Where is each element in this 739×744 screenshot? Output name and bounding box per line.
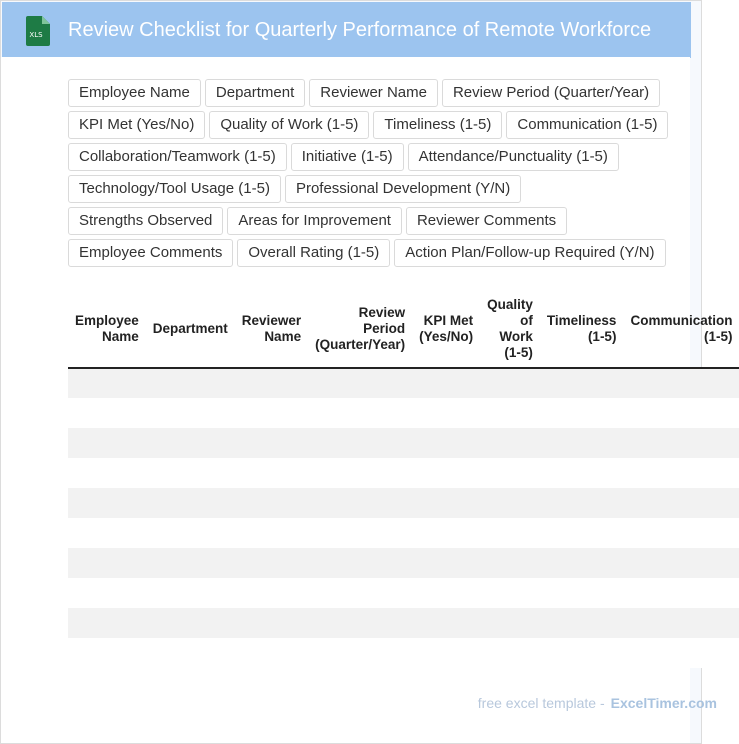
table-cell[interactable] — [68, 458, 146, 488]
column-header[interactable]: Communication (1-5) — [623, 290, 739, 368]
footer — [478, 695, 717, 711]
column-chip[interactable]: Review Period (Quarter/Year) — [442, 79, 660, 107]
table-row — [68, 398, 739, 428]
excel-icon-label: XLS — [29, 31, 43, 39]
column-chip[interactable]: Communication (1-5) — [506, 111, 668, 139]
table-cell[interactable] — [146, 368, 235, 398]
table-cell[interactable] — [412, 608, 480, 638]
table-cell[interactable] — [412, 488, 480, 518]
table-cell[interactable] — [308, 638, 412, 668]
table-cell[interactable] — [308, 368, 412, 398]
table-cell[interactable] — [540, 488, 624, 518]
table-cell[interactable] — [308, 518, 412, 548]
table-cell[interactable] — [68, 578, 146, 608]
table-cell[interactable] — [540, 578, 624, 608]
column-header[interactable]: Reviewer Name — [235, 290, 308, 368]
table-cell[interactable] — [480, 518, 540, 548]
table-cell[interactable] — [540, 398, 624, 428]
table-cell[interactable] — [623, 518, 739, 548]
table-row — [68, 578, 739, 608]
table-cell[interactable] — [68, 638, 146, 668]
column-header[interactable]: Timeliness (1-5) — [540, 290, 624, 368]
table-row — [68, 428, 739, 458]
table-cell[interactable] — [623, 608, 739, 638]
table-row — [68, 458, 739, 488]
table-cell[interactable] — [412, 458, 480, 488]
table-cell[interactable] — [540, 368, 624, 398]
table-row — [68, 368, 739, 398]
table-row — [68, 518, 739, 548]
table-cell[interactable] — [480, 398, 540, 428]
table-cell[interactable] — [308, 488, 412, 518]
table-cell[interactable] — [412, 548, 480, 578]
column-chip-list — [68, 79, 680, 267]
table-cell[interactable] — [235, 518, 308, 548]
column-chip[interactable]: Technology/Tool Usage (1-5) — [68, 175, 281, 203]
column-chip[interactable]: Timeliness (1-5) — [373, 111, 502, 139]
column-chip[interactable]: Strengths Observed — [68, 207, 223, 235]
footer-prefix: free excel template - — [477, 695, 605, 711]
table-cell[interactable] — [146, 458, 235, 488]
table-cell[interactable] — [623, 428, 739, 458]
table-cell[interactable] — [540, 608, 624, 638]
table-cell[interactable] — [540, 428, 624, 458]
table-cell[interactable] — [146, 638, 235, 668]
table-cell[interactable] — [623, 488, 739, 518]
table-row — [68, 638, 739, 668]
column-chip[interactable]: Reviewer Comments — [406, 207, 567, 235]
table-cell[interactable] — [623, 548, 739, 578]
column-chip[interactable]: Employee Name — [68, 79, 201, 107]
table-cell[interactable] — [235, 428, 308, 458]
checklist-table-container[interactable] — [68, 290, 733, 668]
column-chip[interactable]: Action Plan/Follow-up Required (Y/N) — [394, 239, 665, 267]
table-cell[interactable] — [412, 398, 480, 428]
table-cell[interactable] — [235, 458, 308, 488]
page-title: Review Checklist for Quarterly Performance of Remote Workforce — [68, 19, 652, 41]
table-cell[interactable] — [480, 488, 540, 518]
table-cell[interactable] — [540, 638, 624, 668]
column-chip[interactable]: Quality of Work (1-5) — [209, 111, 369, 139]
table-cell[interactable] — [146, 428, 235, 458]
table-cell[interactable] — [308, 458, 412, 488]
table-header-row — [68, 290, 739, 368]
column-chip[interactable]: Overall Rating (1-5) — [237, 239, 390, 267]
table-cell[interactable] — [412, 578, 480, 608]
header-bar — [2, 2, 691, 58]
table-cell[interactable] — [480, 368, 540, 398]
table-cell[interactable] — [68, 608, 146, 638]
table-row — [68, 488, 739, 518]
table-cell[interactable] — [146, 578, 235, 608]
table-cell[interactable] — [235, 638, 308, 668]
table-cell[interactable] — [235, 548, 308, 578]
table-cell[interactable] — [623, 368, 739, 398]
column-chip[interactable]: Professional Development (Y/N) — [285, 175, 521, 203]
table-cell[interactable] — [235, 488, 308, 518]
checklist-table — [68, 290, 739, 668]
table-cell[interactable] — [146, 518, 235, 548]
table-cell[interactable] — [623, 578, 739, 608]
table-cell[interactable] — [480, 638, 540, 668]
table-cell[interactable] — [68, 428, 146, 458]
footer-brand-link[interactable]: ExcelTimer.com — [610, 695, 717, 711]
table-cell[interactable] — [623, 398, 739, 428]
table-cell[interactable] — [623, 458, 739, 488]
table-cell[interactable] — [308, 578, 412, 608]
table-cell[interactable] — [308, 398, 412, 428]
table-cell[interactable] — [235, 608, 308, 638]
column-chip[interactable]: Initiative (1-5) — [291, 143, 404, 171]
column-chip[interactable]: Reviewer Name — [309, 79, 438, 107]
table-cell[interactable] — [480, 428, 540, 458]
excel-file-icon — [24, 16, 50, 46]
column-header[interactable]: KPI Met (Yes/No) — [412, 290, 480, 368]
table-cell[interactable] — [68, 398, 146, 428]
table-cell[interactable] — [308, 428, 412, 458]
column-header[interactable]: Employee Name — [68, 290, 146, 368]
table-cell[interactable] — [480, 608, 540, 638]
table-cell[interactable] — [68, 548, 146, 578]
table-cell[interactable] — [308, 608, 412, 638]
table-cell[interactable] — [146, 488, 235, 518]
column-header[interactable]: Quality of Work (1-5) — [480, 290, 540, 368]
table-cell[interactable] — [412, 368, 480, 398]
table-cell[interactable] — [235, 398, 308, 428]
table-cell[interactable] — [235, 368, 308, 398]
table-cell[interactable] — [235, 578, 308, 608]
table-cell[interactable] — [480, 458, 540, 488]
table-cell[interactable] — [623, 638, 739, 668]
table-cell[interactable] — [412, 428, 480, 458]
table-cell[interactable] — [540, 458, 624, 488]
table-cell[interactable] — [480, 548, 540, 578]
column-chip[interactable]: KPI Met (Yes/No) — [68, 111, 205, 139]
table-cell[interactable] — [146, 608, 235, 638]
column-header[interactable]: Department — [146, 290, 235, 368]
column-chip[interactable]: Collaboration/Teamwork (1-5) — [68, 143, 287, 171]
table-row — [68, 608, 739, 638]
table-cell[interactable] — [68, 488, 146, 518]
column-chip[interactable]: Areas for Improvement — [227, 207, 402, 235]
column-header[interactable]: Review Period (Quarter/Year) — [308, 290, 412, 368]
column-chip[interactable]: Attendance/Punctuality (1-5) — [408, 143, 619, 171]
column-chip[interactable]: Employee Comments — [68, 239, 233, 267]
table-cell[interactable] — [68, 518, 146, 548]
table-cell[interactable] — [540, 548, 624, 578]
table-cell[interactable] — [412, 518, 480, 548]
table-cell[interactable] — [146, 548, 235, 578]
table-cell[interactable] — [480, 578, 540, 608]
table-cell[interactable] — [412, 638, 480, 668]
table-cell[interactable] — [540, 518, 624, 548]
table-cell[interactable] — [308, 548, 412, 578]
column-chip[interactable]: Department — [205, 79, 305, 107]
table-cell[interactable] — [146, 398, 235, 428]
table-cell[interactable] — [68, 368, 146, 398]
table-row — [68, 548, 739, 578]
